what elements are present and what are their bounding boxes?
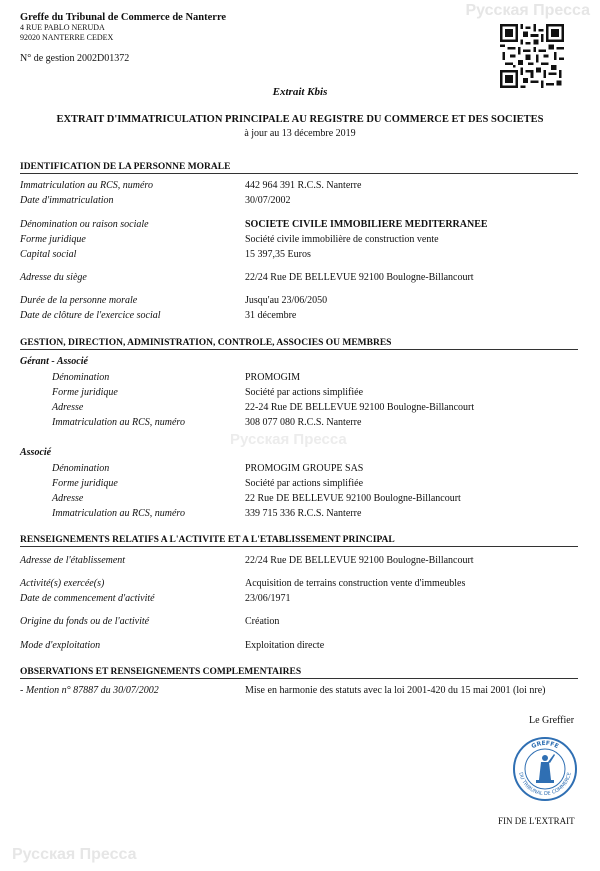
court-seal-icon — [512, 736, 578, 802]
associe-row — [20, 462, 580, 476]
court-name: Greffe du Tribunal de Commerce de Nanterre — [20, 12, 227, 23]
row-label: Dénomination ou raison sociale — [20, 219, 149, 230]
watermark-top: Русская Пресса — [465, 2, 590, 19]
qr-code-icon — [500, 24, 564, 88]
end-of-extract: FIN DE L'EXTRAIT — [498, 816, 575, 826]
row-value: 22/24 Rue DE BELLEVUE 92100 Boulogne-Billancourt — [245, 272, 474, 283]
row-label: Adresse de l'établissement — [20, 555, 126, 566]
row-label: Activité(s) exercée(s) — [20, 578, 105, 589]
document-main-title: EXTRAIT D'IMMATRICULATION PRINCIPALE AU REGISTRE DU COMMERCE ET DES SOCIETES — [56, 114, 544, 125]
section-gestion-heading: GESTION, DIRECTION, ADMINISTRATION, CONTROLE, ASSOCIES OU MEMBRES — [20, 338, 578, 350]
row-label: Origine du fonds ou de l'activité — [20, 616, 150, 627]
extrait-kbis-title: Extrait Kbis — [272, 86, 328, 98]
document-date-line: à jour au 13 décembre 2019 — [244, 128, 356, 139]
row-label: Adresse du siège — [20, 272, 87, 283]
watermark-bottom: Русская Пресса — [12, 846, 137, 863]
row-value: Société par actions simplifiée — [245, 478, 364, 489]
court-header — [20, 12, 226, 43]
associe-row — [20, 492, 580, 506]
row-label: Date d'immatriculation — [20, 195, 114, 206]
row-label: Durée de la personne morale — [20, 295, 138, 306]
row-value: 339 715 336 R.C.S. Nanterre — [245, 508, 362, 519]
associe-row — [20, 477, 580, 491]
row-value: Jusqu'au 23/06/2050 — [245, 295, 328, 306]
identification-row — [20, 309, 580, 323]
row-value: 23/06/1971 — [245, 593, 291, 604]
associe-row — [20, 507, 580, 521]
identification-row — [20, 233, 580, 247]
identification-row — [20, 218, 580, 232]
identification-row — [20, 179, 580, 193]
activite-row — [20, 577, 580, 591]
company-name-value: SOCIETE CIVILE IMMOBILIERE MEDITERRANEE — [245, 219, 488, 230]
row-label: Date de clôture de l'exercice social — [20, 310, 161, 321]
seal-top-text: GREFFE — [530, 739, 560, 751]
activite-row — [20, 592, 580, 606]
gerant-row — [20, 416, 580, 430]
row-label: Immatriculation au RCS, numéro — [20, 180, 153, 191]
gestion-number: N° de gestion 2002D01372 — [20, 53, 130, 64]
row-label: Forme juridique — [52, 387, 118, 398]
row-value: 31 décembre — [245, 310, 297, 321]
row-label: Capital social — [20, 249, 77, 260]
row-label: Date de commencement d'activité — [20, 593, 155, 604]
identification-row — [20, 294, 580, 308]
row-label: Immatriculation au RCS, numéro — [52, 417, 185, 428]
row-label: Adresse — [52, 493, 84, 504]
identification-row — [20, 194, 580, 208]
gerant-row — [20, 401, 580, 415]
row-label: Forme juridique — [20, 234, 86, 245]
mention-value: Mise en harmonie des statuts avec la loi 2001-420 du 15 mai 2001 (loi nre) — [245, 685, 546, 696]
row-value: Société civile immobilière de construction vente — [245, 234, 439, 245]
row-value: 308 077 080 R.C.S. Nanterre — [245, 417, 362, 428]
row-value: 442 964 391 R.C.S. Nanterre — [245, 180, 362, 191]
row-value: PROMOGIM — [245, 372, 301, 383]
row-label: Dénomination — [52, 463, 110, 474]
court-address-city: 92020 NANTERRE CEDEX — [20, 33, 114, 42]
identification-row — [20, 271, 580, 285]
row-label: Dénomination — [52, 372, 110, 383]
identification-row — [20, 248, 580, 262]
associe-title: Associé — [20, 447, 52, 458]
gerant-row — [20, 371, 580, 385]
row-value: Exploitation directe — [245, 640, 325, 651]
row-label: Forme juridique — [52, 478, 118, 489]
section-observations-heading: OBSERVATIONS ET RENSEIGNEMENTS COMPLEMENTAIRES — [20, 667, 578, 679]
observation-row — [20, 684, 580, 698]
row-label: Adresse — [52, 402, 84, 413]
section-activite-heading: RENSEIGNEMENTS RELATIFS A L'ACTIVITE ET A L'ETABLISSEMENT PRINCIPAL — [20, 535, 578, 547]
watermark-middle: Русская Пресса — [230, 431, 347, 448]
row-value: Société par actions simplifiée — [245, 387, 364, 398]
section-identification-heading: IDENTIFICATION DE LA PERSONNE MORALE — [20, 162, 578, 174]
gerant-associe-title: Gérant - Associé — [20, 356, 88, 367]
row-value: PROMOGIM GROUPE SAS — [245, 463, 364, 474]
activite-row — [20, 615, 580, 629]
row-value: Création — [245, 616, 280, 627]
row-value: 22/24 Rue DE BELLEVUE 92100 Boulogne-Billancourt — [245, 555, 474, 566]
court-address-street: 4 RUE PABLO NERUDA — [20, 23, 105, 32]
seal-bottom-text: DU TRIBUNAL DE COMMERCE — [517, 771, 573, 798]
row-label: Mode d'exploitation — [20, 640, 101, 651]
mention-label: - Mention n° 87887 du 30/07/2002 — [20, 685, 159, 696]
row-value: Acquisition de terrains construction vente d'immeubles — [245, 578, 466, 589]
row-value: 22-24 Rue DE BELLEVUE 92100 Boulogne-Billancourt — [245, 402, 475, 413]
row-label: Immatriculation au RCS, numéro — [52, 508, 185, 519]
gerant-row — [20, 386, 580, 400]
row-value: 22 Rue DE BELLEVUE 92100 Boulogne-Billancourt — [245, 493, 461, 504]
row-value: 15 397,35 Euros — [245, 249, 311, 260]
greffier-signature-label: Le Greffier — [529, 715, 575, 726]
activite-row — [20, 639, 580, 653]
row-value: 30/07/2002 — [245, 195, 291, 206]
activite-row — [20, 554, 580, 568]
